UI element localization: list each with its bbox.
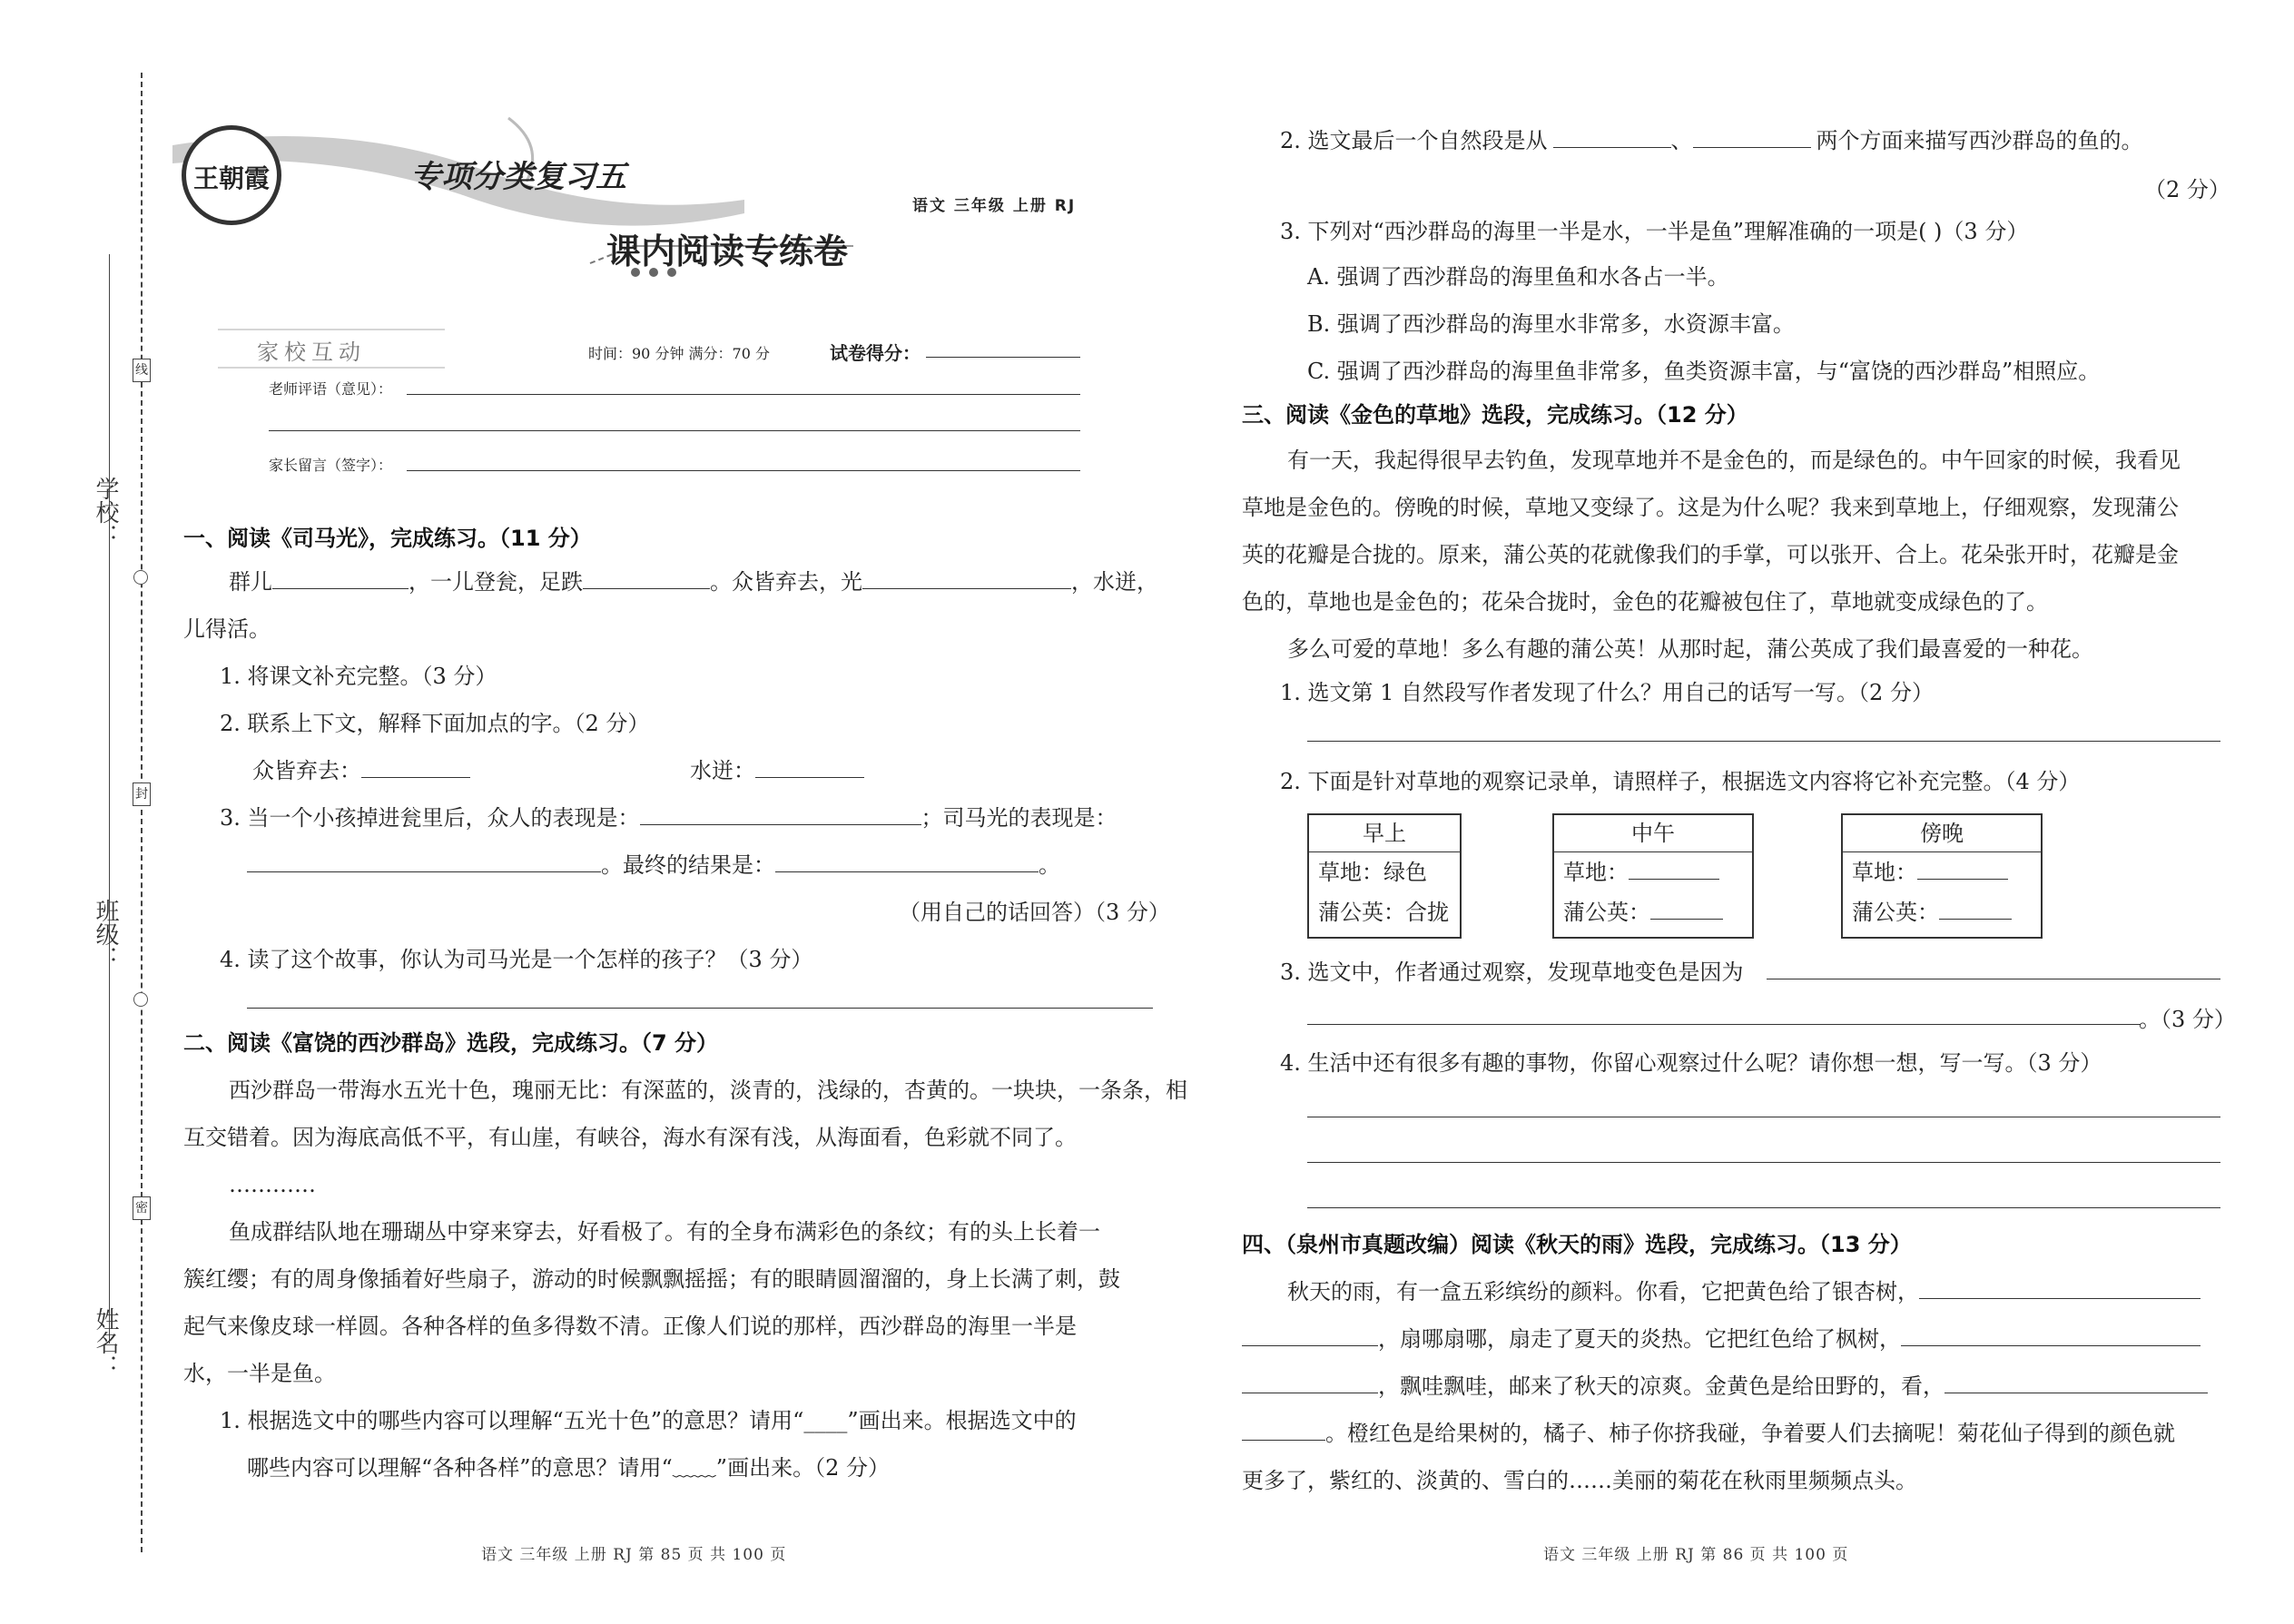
s1-blank-3[interactable]	[862, 568, 1071, 589]
q3-field-1[interactable]	[640, 804, 921, 825]
s4-l2	[1242, 1325, 2200, 1353]
s1-text-a: 群儿	[229, 569, 272, 595]
card-row-dandelion	[1554, 892, 1752, 932]
grade-tag: 语文 三年级 上册 RJ	[912, 197, 1077, 215]
s1-q4: 4. 读了这个故事，你认为司马光是一个怎样的孩子？（3 分）	[220, 947, 813, 972]
time-info: 时间：90 分钟 满分：70 分	[588, 345, 770, 362]
section-1-title: 一、阅读《司马光》，完成练习。（11 分）	[183, 526, 592, 551]
q2-a-label: 众皆弃去：	[252, 758, 361, 783]
q3-a: 3. 当一个小孩掉进瓮里后，众人的表现是：	[220, 805, 640, 831]
s4-l3	[1242, 1373, 2208, 1400]
s3-q2: 2. 下面是针对草地的观察记录单，请照样子，根据选文内容将它补充完整。（4 分）	[1280, 769, 2081, 794]
s3-q3: 3. 选文中，作者通过观察，发现草地变色是因为	[1280, 960, 1744, 985]
s4-l1	[1287, 1278, 2200, 1305]
record-card-morning	[1307, 813, 1462, 939]
r-q3-option-c[interactable]: C. 强调了西沙群岛的海里鱼非常多，鱼类资源丰富，与“富饶的西沙群岛”相照应。	[1307, 359, 2101, 384]
s1-q2: 2. 联系上下文，解释下面加点的字。（2 分）	[220, 711, 650, 736]
cut-mark-seal: 封	[133, 782, 151, 806]
parent-comment-label: 家长留言（签字）：	[269, 457, 393, 474]
evening-grass-field[interactable]	[1917, 859, 2008, 880]
s3-l5: 多么可爱的草地！多么有趣的蒲公英！从那时起，蒲公英成了我们最喜爱的一种花。	[1287, 636, 2093, 662]
s3-q1: 1. 选文第 1 自然段写作者发现了什么？用自己的话写一写。（2 分）	[1280, 680, 1934, 705]
s4-l3-text: ，飘哇飘哇，邮来了秋天的凉爽。金黄色是给田野的，看，	[1378, 1373, 1944, 1399]
section-3-title: 三、阅读《金色的草地》选段，完成练习。（12 分）	[1242, 402, 1748, 428]
s3-q3-field-2[interactable]	[1307, 1024, 2141, 1025]
r-q2-b: 、	[1670, 128, 1693, 153]
teacher-comment-label: 老师评语（意见）：	[269, 380, 393, 398]
s2-p1-l2: 互交错着。因为海底高低不平，有山崖，有峡谷，海水有深有浅，从海面看，色彩就不同了。	[183, 1125, 1077, 1150]
binding-dashed-line	[141, 73, 143, 1552]
binding-hole-icon	[133, 570, 148, 585]
record-card-evening	[1841, 813, 2043, 939]
noon-dandelion-field[interactable]	[1650, 899, 1723, 920]
name-label: 姓名：	[92, 1307, 119, 1378]
q3-field-2[interactable]	[247, 851, 601, 872]
r-q3-option-b[interactable]: B. 强调了西沙群岛的海里水非常多，水资源丰富。	[1307, 311, 1795, 337]
s1-text-line1	[229, 568, 1158, 595]
s4-blank-4[interactable]	[1242, 1373, 1378, 1393]
school-label: 学校：	[92, 477, 119, 547]
family-box-label: 家校互动	[257, 340, 366, 365]
class-label: 班级：	[92, 899, 119, 969]
s3-l2: 草地是金色的。傍晚的时候，草地又变绿了。这是为什么呢？我来到草地上，仔细观察，发现蒲公	[1242, 495, 2179, 520]
s4-l4-text: 。橙红色是给果树的，橘子、柿子你挤我碰，争着要人们去摘呢！菊花仙子得到的颜色就	[1325, 1421, 2175, 1446]
card-row-grass: 草地：绿色	[1318, 860, 1427, 885]
teacher-comment-field-2[interactable]	[269, 430, 1080, 431]
s3-q4-answer-2[interactable]	[1307, 1162, 2220, 1163]
s3-l1: 有一天，我起得很早去钓鱼，发现草地并不是金色的，而是绿色的。中午回家的时候，我看见	[1287, 448, 2181, 473]
s2-dots: …………	[229, 1172, 316, 1197]
r-q2-field-2[interactable]	[1693, 127, 1811, 148]
s1-q3-line1	[220, 804, 1117, 832]
r-q2-score: （2 分）	[2144, 177, 2230, 202]
card-head: 中午	[1554, 815, 1752, 852]
score-label: 试卷得分：	[830, 342, 921, 364]
binding-hole-icon	[133, 992, 148, 1007]
s2-p2-l2: 簇红缨；有的周身像插着好些扇子，游动的时候飘飘摇摇；有的眼睛圆溜溜的，身上长满了刺，鼓	[183, 1266, 1120, 1292]
q2-b-field[interactable]	[755, 757, 864, 778]
section-4-title: 四、（泉州市真题改编）阅读《秋天的雨》选段，完成练习。（13 分）	[1242, 1232, 1912, 1257]
r-q3-option-a[interactable]: A. 强调了西沙群岛的海里鱼和水各占一半。	[1307, 264, 1729, 290]
s2-p1-l1: 西沙群岛一带海水五光十色，瑰丽无比：有深蓝的，淡青的，浅绿的，杏黄的。一块块，一条条，相	[229, 1078, 1187, 1103]
s1-text-b: ，一儿登瓮，足跌	[409, 569, 583, 595]
s2-q1-l2: 哪些内容可以理解“各种各样”的意思？请用“﹏﹏”画出来。（2 分）	[247, 1455, 890, 1481]
s3-q4-answer-3[interactable]	[1307, 1207, 2220, 1208]
q2-b-label: 水迸：	[690, 758, 755, 783]
s1-text-e: 儿得活。	[183, 616, 271, 642]
left-page-footer: 语文 三年级 上册 RJ 第 85 页 共 100 页	[481, 1546, 787, 1564]
cut-mark-line: 线	[133, 359, 151, 382]
s4-blank-5[interactable]	[1944, 1373, 2208, 1393]
binding-solid-line	[109, 254, 110, 1343]
q3-d: 。	[1039, 852, 1060, 878]
teacher-comment-field[interactable]	[407, 394, 1080, 395]
grass-label: 草地：	[1563, 860, 1629, 885]
family-box-bg	[218, 329, 445, 369]
dandelion-label: 蒲公英：	[1852, 900, 1939, 925]
s4-blank-6[interactable]	[1242, 1420, 1325, 1441]
s2-p2-l3: 起气来像皮球一样圆。各种各样的鱼多得数不清。正像人们说的那样，西沙群岛的海里一半是	[183, 1314, 1077, 1339]
s4-l1-text: 秋天的雨，有一盒五彩缤纷的颜料。你看，它把黄色给了银杏树，	[1287, 1279, 1919, 1304]
s3-l4: 色的，草地也是金色的；花朵合拢时，金色的花瓣被包住了，草地就变成绿色的了。	[1242, 589, 2048, 615]
grass-label: 草地：	[1852, 860, 1917, 885]
s1-q2-b	[690, 757, 864, 784]
s1-blank-1[interactable]	[272, 568, 409, 589]
q2-a-field[interactable]	[361, 757, 470, 778]
main-title: 课内阅读专练卷	[606, 231, 849, 271]
record-card-noon	[1552, 813, 1754, 939]
right-page-footer: 语文 三年级 上册 RJ 第 86 页 共 100 页	[1543, 1546, 1849, 1564]
section-2-title: 二、阅读《富饶的西沙群岛》选段，完成练习。（7 分）	[183, 1030, 719, 1056]
s4-blank-1[interactable]	[1919, 1278, 2200, 1299]
dandelion-label: 蒲公英：	[1563, 900, 1650, 925]
s1-blank-2[interactable]	[583, 568, 710, 589]
noon-grass-field[interactable]	[1629, 859, 1719, 880]
s1-text-c: 。众皆弃去，光	[710, 569, 862, 595]
r-q2-line	[1280, 127, 2143, 154]
s2-p2-l4: 水，一半是鱼。	[183, 1361, 336, 1386]
card-row-grass	[1554, 852, 1752, 892]
card-head: 早上	[1309, 815, 1460, 852]
r-q3: 3. 下列对“西沙群岛的海里一半是水，一半是鱼”理解准确的一项是( )（3 分）	[1280, 219, 2029, 244]
s4-blank-3[interactable]	[1901, 1325, 2200, 1346]
s3-q1-answer[interactable]	[1307, 741, 2220, 742]
s2-p2-l1: 鱼成群结队地在珊瑚丛中穿来穿去，好看极了。有的全身布满彩色的条纹；有的头上长着一	[229, 1219, 1100, 1245]
q3-c: 。最终的结果是：	[601, 852, 775, 878]
s1-q4-answer[interactable]	[247, 1008, 1153, 1009]
card-row-dandelion	[1843, 892, 2041, 932]
s4-l5: 更多了，紫红的、淡黄的、雪白的……美丽的菊花在秋雨里频频点头。	[1242, 1468, 1917, 1493]
card-row-dandelion: 蒲公英：合拢	[1318, 900, 1449, 925]
r-q2-c: 两个方面来描写西沙群岛的鱼的。	[1816, 128, 2143, 153]
parent-comment-field[interactable]	[407, 470, 1080, 471]
s1-q3-note: （用自己的话回答）（3 分）	[899, 900, 1170, 925]
cut-mark-secret: 密	[133, 1196, 151, 1220]
s3-l3: 英的花瓣是合拢的。原来，蒲公英的花就像我们的手掌，可以张开、合上。花朵张开时，花瓣是金	[1242, 542, 2179, 567]
score-field[interactable]	[926, 357, 1080, 358]
s4-l4	[1242, 1420, 2175, 1447]
logo-text: 王朝霞	[192, 163, 270, 193]
logo-seal	[182, 125, 281, 225]
s4-l2-text: ，扇哪扇哪，扇走了夏天的炎热。它把红色给了枫树，	[1378, 1326, 1901, 1352]
s1-q3-line2	[247, 851, 1060, 879]
card-row-grass	[1843, 852, 2041, 892]
s3-q3-score: 。（3 分）	[2139, 1007, 2236, 1032]
r-q2-field-1[interactable]	[1553, 127, 1671, 148]
r-q2-a: 2. 选文最后一个自然段是从	[1280, 128, 1548, 153]
q3-field-3[interactable]	[775, 851, 1039, 872]
s4-blank-2[interactable]	[1242, 1325, 1378, 1346]
s1-q1: 1. 将课文补充完整。（3 分）	[220, 664, 497, 689]
s1-text-d: ，水迸，	[1071, 569, 1158, 595]
card-head: 傍晚	[1843, 815, 2041, 852]
s3-q4: 4. 生活中还有很多有趣的事物，你留心观察过什么呢？请你想一想，写一写。（3 分）	[1280, 1050, 2102, 1076]
s2-q1-l1: 1. 根据选文中的哪些内容可以理解“五光十色”的意思？请用“____”画出来。根据选文中的	[220, 1408, 1077, 1433]
evening-dandelion-field[interactable]	[1939, 899, 2012, 920]
q3-b: ；司马光的表现是：	[921, 805, 1117, 831]
s1-q2-a	[252, 757, 470, 784]
series-title: 专项分类复习五	[410, 159, 626, 195]
